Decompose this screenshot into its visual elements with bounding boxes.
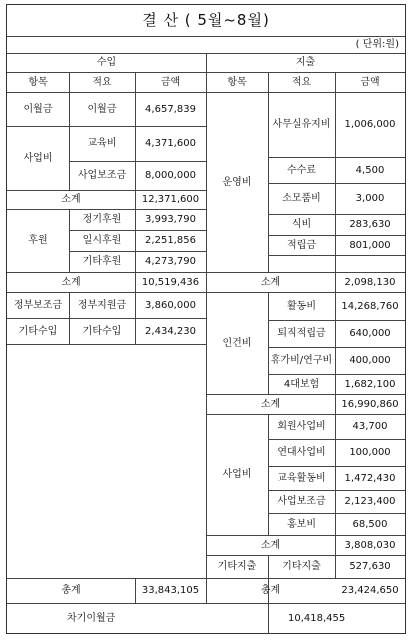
expense-desc: 교육활동비 [277, 472, 326, 484]
expense-desc: 식비 [291, 219, 312, 230]
expense-header: 지출 [295, 57, 316, 68]
expense-amount: 14,268,760 [341, 300, 399, 312]
expense-subtotal-label: 소계 [260, 398, 281, 410]
next-carryover-amount: 10,418,455 [288, 612, 346, 624]
income-amount: 2,251,856 [145, 235, 196, 246]
income-total-label: 총계 [61, 585, 81, 596]
expense-amount: 43,700 [352, 421, 388, 432]
income-header: 수입 [96, 57, 117, 68]
expense-subtotal-amount: 3,808,030 [344, 539, 396, 551]
income-desc: 일시후원 [82, 235, 122, 246]
income-desc: 정기후원 [82, 214, 122, 225]
income-item-carryover: 이월금 [23, 103, 53, 115]
expense-amount: 283,630 [349, 219, 391, 230]
expense-item-other: 기타지출 [217, 561, 257, 572]
expense-amount: 4,500 [355, 164, 385, 176]
expense-amount: 68,500 [352, 518, 388, 530]
income-desc: 이월금 [87, 103, 117, 115]
income-col-amount: 금액 [160, 76, 181, 88]
expense-amount: 1,682,100 [344, 378, 396, 390]
expense-desc: 퇴직적립금 [277, 328, 326, 339]
expense-desc: 휴가비/연구비 [270, 355, 333, 366]
unit-label: ( 단위:원) [355, 39, 399, 50]
income-amount: 4,371,600 [145, 138, 196, 149]
income-subtotal-label: 소계 [61, 276, 81, 288]
expense-amount: 400,000 [349, 355, 391, 366]
expense-desc: 사업보조금 [277, 496, 326, 507]
income-amount: 4,273,790 [145, 256, 196, 267]
next-carryover-label: 차기이월금 [67, 612, 116, 624]
income-item-business: 사업비 [23, 152, 53, 164]
expense-amount: 801,000 [349, 239, 391, 251]
income-total-amount: 33,843,105 [141, 585, 200, 596]
expense-amount: 527,630 [349, 561, 391, 572]
income-desc: 사업보조금 [77, 170, 127, 181]
income-amount: 3,993,790 [145, 214, 196, 225]
income-col-item: 항목 [28, 76, 48, 88]
expense-subtotal-label: 소계 [260, 276, 281, 288]
income-amount: 3,860,000 [145, 299, 196, 311]
expense-subtotal-amount: 2,098,130 [344, 276, 396, 288]
income-subtotal-label: 소계 [61, 194, 81, 205]
income-item-gov: 정부보조금 [13, 299, 63, 311]
expense-desc: 회원사업비 [277, 421, 326, 432]
expense-desc: 소모품비 [282, 193, 321, 204]
expense-item-operating: 운영비 [222, 176, 252, 188]
expense-total-label: 총계 [260, 585, 281, 596]
income-subtotal-amount: 12,371,600 [141, 194, 200, 205]
expense-subtotal-amount: 16,990,860 [341, 398, 399, 410]
income-desc: 교육비 [87, 138, 117, 149]
expense-desc: 홍보비 [287, 518, 316, 530]
page-title: 결 산 ( 5월~8월) [142, 11, 270, 30]
income-col-desc: 적요 [92, 76, 112, 88]
income-item-sponsor: 후원 [28, 235, 48, 246]
income-amount: 4,657,839 [145, 103, 196, 115]
expense-amount: 640,000 [349, 328, 391, 339]
expense-item-project: 사업비 [222, 469, 252, 480]
expense-desc: 적립금 [287, 239, 316, 251]
expense-desc: 연대사업비 [277, 447, 326, 458]
income-amount: 2,434,230 [145, 325, 196, 337]
expense-amount: 1,006,000 [344, 119, 396, 130]
settlement-table [6, 4, 406, 634]
expense-desc: 기타지출 [282, 561, 321, 572]
income-desc: 기타수입 [82, 325, 122, 337]
expense-col-amount: 금액 [360, 76, 380, 88]
expense-amount: 3,000 [355, 193, 385, 204]
rule [7, 344, 206, 345]
expense-amount: 1,472,430 [344, 472, 396, 484]
expense-item-personnel: 인건비 [222, 337, 252, 349]
income-desc: 정부지원금 [77, 299, 127, 311]
income-desc: 기타후원 [82, 256, 122, 267]
income-subtotal-amount: 10,519,436 [141, 276, 200, 288]
expense-desc: 활동비 [287, 300, 316, 312]
expense-desc: 수수료 [287, 164, 316, 176]
expense-subtotal-label: 소계 [260, 539, 281, 551]
expense-col-item: 항목 [227, 76, 247, 88]
expense-amount: 100,000 [349, 447, 391, 458]
expense-desc: 4대보험 [283, 378, 320, 390]
rule [268, 255, 405, 256]
income-item-other: 기타수입 [18, 325, 58, 337]
expense-col-desc: 적요 [291, 76, 312, 88]
expense-amount: 2,123,400 [344, 496, 396, 507]
rule [7, 126, 69, 127]
income-amount: 8,000,000 [145, 170, 196, 181]
expense-desc: 사무실유지비 [272, 119, 331, 130]
expense-total-amount: 23,424,650 [341, 585, 399, 596]
